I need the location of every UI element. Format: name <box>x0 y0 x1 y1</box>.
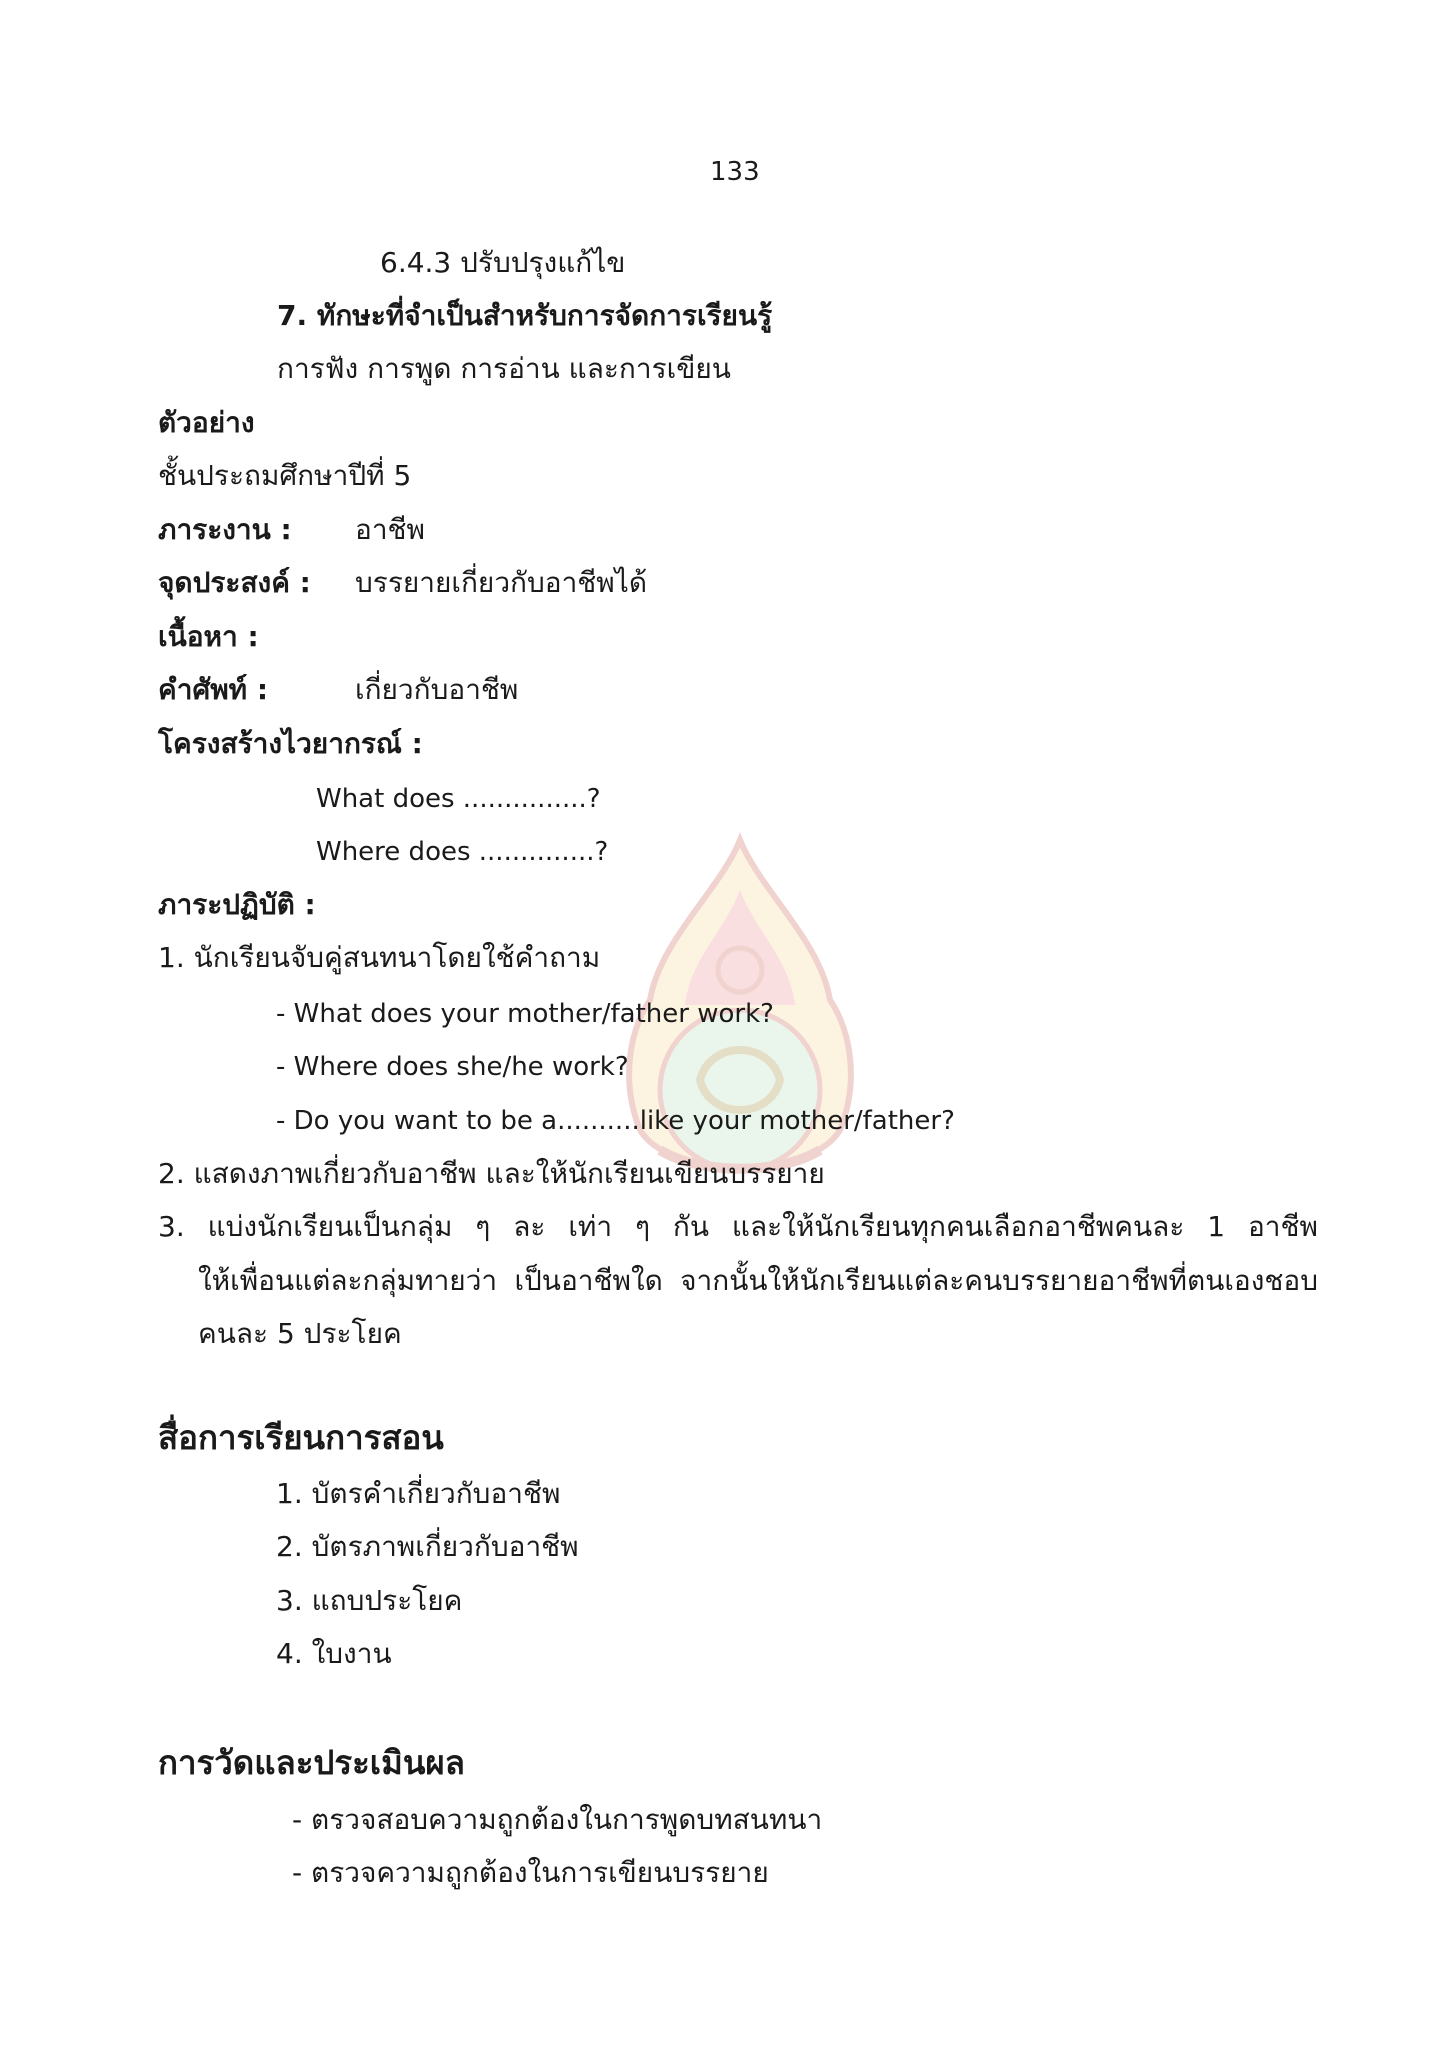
practice-label: ภาระปฏิบัติ : <box>158 888 316 921</box>
grammar-label: โครงสร้างไวยากรณ์ : <box>158 727 423 760</box>
practice-item-3-line-2: ให้เพื่อนแต่ละกลุ่มทายว่า เป็นอาชีพใด จากนั้นให้นักเรียนแต่ละคนบรรยายอาชีพที่ตนเองชอบ <box>198 1264 1318 1297</box>
question-1: - What does your mother/father work? <box>276 999 774 1029</box>
grammar-pattern-1: What does ...............? <box>316 784 601 814</box>
vocab-value: เกี่ยวกับอาชีพ <box>355 673 519 706</box>
question-3: - Do you want to be a..........like your mother/father? <box>276 1106 955 1136</box>
question-2: - Where does she/he work? <box>276 1052 629 1082</box>
grade-level: ชั้นประถมศึกษาปีที่ 5 <box>158 459 412 492</box>
task-value: อาชีพ <box>355 513 425 546</box>
media-item-3: 3. แถบประโยค <box>276 1584 463 1617</box>
task-label: ภาระงาน : <box>158 513 292 546</box>
practice-item-3-line-1: 3. แบ่งนักเรียนเป็นกลุ่ม ๆ ละ เท่า ๆ กัน และให้นักเรียนทุกคนเลือกอาชีพคนละ 1 อาชีพ <box>158 1210 1318 1243</box>
media-item-1: 1. บัตรคำเกี่ยวกับอาชีพ <box>276 1477 561 1510</box>
page-number: 133 <box>710 157 760 187</box>
section-7-heading: 7. ทักษะที่จำเป็นสำหรับการจัดการเรียนรู้ <box>277 299 773 332</box>
evaluation-item-2: - ตรวจความถูกต้องในการเขียนบรรยาย <box>292 1856 769 1889</box>
practice-item-1: 1. นักเรียนจับคู่สนทนาโดยใช้คำถาม <box>158 941 601 974</box>
objective-label: จุดประสงค์ : <box>158 566 311 599</box>
grammar-pattern-2: Where does ..............? <box>316 837 609 867</box>
media-item-4: 4. ใบงาน <box>276 1637 392 1670</box>
media-item-2: 2. บัตรภาพเกี่ยวกับอาชีพ <box>276 1530 579 1563</box>
vocab-label: คำศัพท์ : <box>158 673 269 706</box>
media-heading: สื่อการเรียนการสอน <box>158 1418 444 1457</box>
subsection-6-4-3: 6.4.3 ปรับปรุงแก้ไข <box>380 246 626 279</box>
practice-item-2: 2. แสดงภาพเกี่ยวกับอาชีพ และให้นักเรียนเขียนบรรยาย <box>158 1157 825 1190</box>
objective-value: บรรยายเกี่ยวกับอาชีพได้ <box>355 566 648 599</box>
content-label: เนื้อหา : <box>158 620 259 653</box>
evaluation-heading: การวัดและประเมินผล <box>158 1743 465 1782</box>
section-7-text: การฟัง การพูด การอ่าน และการเขียน <box>277 352 731 385</box>
evaluation-item-1: - ตรวจสอบความถูกต้องในการพูดบทสนทนา <box>292 1803 823 1836</box>
example-heading: ตัวอย่าง <box>158 406 255 439</box>
practice-item-3-line-3: คนละ 5 ประโยค <box>198 1317 402 1350</box>
